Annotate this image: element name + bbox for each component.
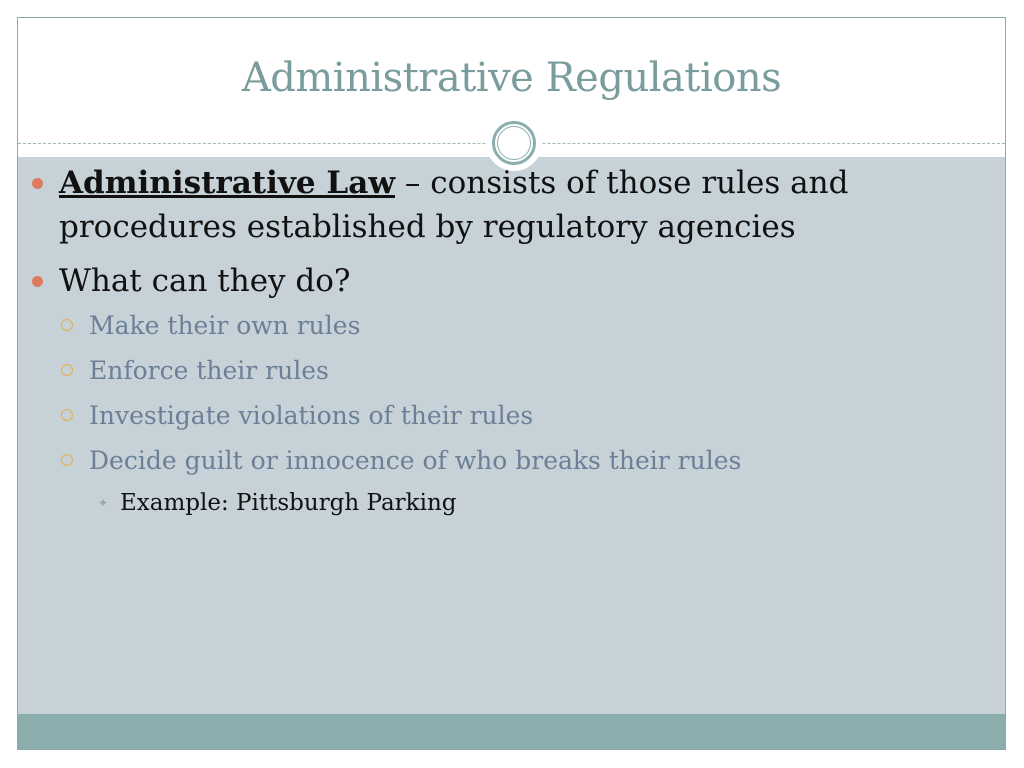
sub-bullet-decide-guilt xyxy=(28,438,968,483)
defined-term: Administrative Law xyxy=(59,165,396,201)
filled-circle-bullet-icon xyxy=(32,178,43,189)
sub-bullet-text: Enforce their rules xyxy=(89,356,329,385)
sub-bullet-make-rules xyxy=(28,303,968,348)
sub-sub-bullet-example xyxy=(28,483,968,523)
sub-bullet-investigate xyxy=(28,393,968,438)
filled-circle-bullet-icon xyxy=(32,276,43,287)
example-text: Example: Pittsburgh Parking xyxy=(120,490,457,516)
sub-bullet-text: Investigate violations of their rules xyxy=(89,401,534,430)
bullet-administrative-law xyxy=(28,161,968,249)
bullet-list xyxy=(28,161,968,523)
slide-title: Administrative Regulations xyxy=(241,55,782,101)
hollow-circle-bullet-icon xyxy=(61,409,73,421)
sub-bullet-text: Make their own rules xyxy=(89,311,361,340)
definition-text: – consists of those rules and procedures established by regulatory agencies xyxy=(59,165,849,245)
hollow-circle-bullet-icon xyxy=(61,454,73,466)
bullet-text: What can they do? xyxy=(59,263,351,299)
sub-bullet-text: Decide guilt or innocence of who breaks their rules xyxy=(89,446,742,475)
hollow-circle-bullet-icon xyxy=(61,319,73,331)
star-bullet-icon: ✦ xyxy=(98,496,109,510)
hollow-circle-bullet-icon xyxy=(61,364,73,376)
sub-bullet-enforce-rules xyxy=(28,348,968,393)
footer-bar xyxy=(18,714,1005,749)
bullet-what-can-they-do xyxy=(28,259,968,303)
